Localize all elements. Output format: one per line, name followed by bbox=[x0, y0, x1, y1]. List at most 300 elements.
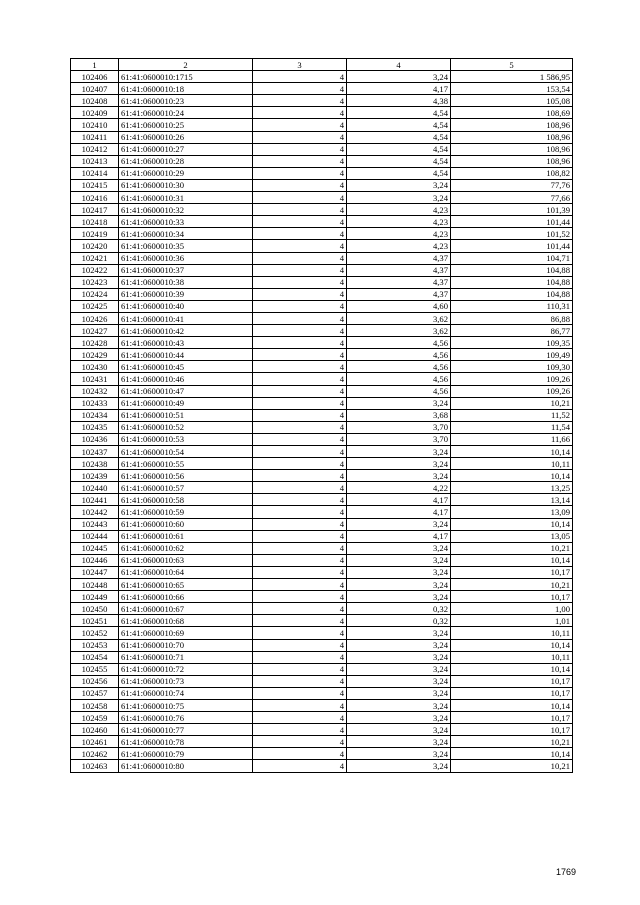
row-number-cell: 102457 bbox=[71, 687, 119, 699]
table-row bbox=[71, 651, 573, 663]
table-row bbox=[71, 131, 573, 143]
cadastral-number-cell: 61:41:0600010:62 bbox=[119, 542, 253, 554]
column-3-cell: 4 bbox=[253, 119, 347, 131]
column-3-cell: 4 bbox=[253, 192, 347, 204]
row-number-cell: 102453 bbox=[71, 639, 119, 651]
cadastral-number-cell: 61:41:0600010:77 bbox=[119, 724, 253, 736]
table-row bbox=[71, 216, 573, 228]
cadastral-number-cell: 61:41:0600010:67 bbox=[119, 603, 253, 615]
row-number-cell: 102425 bbox=[71, 300, 119, 312]
cadastral-number-cell: 61:41:0600010:24 bbox=[119, 107, 253, 119]
row-number-cell: 102438 bbox=[71, 458, 119, 470]
row-number-cell: 102428 bbox=[71, 337, 119, 349]
cadastral-number-cell: 61:41:0600010:56 bbox=[119, 470, 253, 482]
row-number-cell: 102411 bbox=[71, 131, 119, 143]
column-4-cell: 3,24 bbox=[347, 554, 451, 566]
row-number-cell: 102442 bbox=[71, 506, 119, 518]
column-3-cell: 4 bbox=[253, 240, 347, 252]
table-row bbox=[71, 615, 573, 627]
column-4-cell: 3,24 bbox=[347, 675, 451, 687]
row-number-cell: 102441 bbox=[71, 494, 119, 506]
cadastral-number-cell: 61:41:0600010:33 bbox=[119, 216, 253, 228]
table-header-row bbox=[71, 59, 573, 71]
cadastral-number-cell: 61:41:0600010:61 bbox=[119, 530, 253, 542]
table-row bbox=[71, 95, 573, 107]
cadastral-number-cell: 61:41:0600010:59 bbox=[119, 506, 253, 518]
column-3-cell: 4 bbox=[253, 470, 347, 482]
column-5-cell: 108,96 bbox=[451, 143, 573, 155]
column-5-cell: 77,66 bbox=[451, 192, 573, 204]
column-5-cell: 10,21 bbox=[451, 760, 573, 772]
column-4-cell: 3,24 bbox=[347, 736, 451, 748]
cadastral-number-cell: 61:41:0600010:64 bbox=[119, 566, 253, 578]
data-table bbox=[70, 58, 573, 773]
column-5-cell: 10,21 bbox=[451, 579, 573, 591]
table-row bbox=[71, 566, 573, 578]
column-5-cell: 10,14 bbox=[451, 446, 573, 458]
column-4-cell: 4,23 bbox=[347, 228, 451, 240]
column-3-cell: 4 bbox=[253, 506, 347, 518]
column-5-cell: 10,14 bbox=[451, 554, 573, 566]
cadastral-number-cell: 61:41:0600010:75 bbox=[119, 699, 253, 711]
column-3-cell: 4 bbox=[253, 530, 347, 542]
column-4-cell: 4,17 bbox=[347, 506, 451, 518]
cadastral-number-cell: 61:41:0600010:74 bbox=[119, 687, 253, 699]
table-row bbox=[71, 228, 573, 240]
table-row bbox=[71, 349, 573, 361]
cadastral-number-cell: 61:41:0600010:78 bbox=[119, 736, 253, 748]
column-5-cell: 10,17 bbox=[451, 566, 573, 578]
column-5-cell: 13,14 bbox=[451, 494, 573, 506]
row-number-cell: 102436 bbox=[71, 433, 119, 445]
column-5-cell: 10,21 bbox=[451, 397, 573, 409]
column-3-cell: 4 bbox=[253, 663, 347, 675]
row-number-cell: 102419 bbox=[71, 228, 119, 240]
table-row bbox=[71, 252, 573, 264]
table-row bbox=[71, 542, 573, 554]
table-row bbox=[71, 627, 573, 639]
column-3-cell: 4 bbox=[253, 337, 347, 349]
column-5-cell: 10,17 bbox=[451, 712, 573, 724]
column-4-cell: 4,17 bbox=[347, 530, 451, 542]
table-row bbox=[71, 724, 573, 736]
table-row bbox=[71, 264, 573, 276]
row-number-cell: 102409 bbox=[71, 107, 119, 119]
cadastral-number-cell: 61:41:0600010:58 bbox=[119, 494, 253, 506]
row-number-cell: 102446 bbox=[71, 554, 119, 566]
cadastral-number-cell: 61:41:0600010:32 bbox=[119, 204, 253, 216]
row-number-cell: 102462 bbox=[71, 748, 119, 760]
row-number-cell: 102407 bbox=[71, 83, 119, 95]
row-number-cell: 102431 bbox=[71, 373, 119, 385]
table-row bbox=[71, 470, 573, 482]
row-number-cell: 102430 bbox=[71, 361, 119, 373]
column-4-cell: 4,37 bbox=[347, 264, 451, 276]
table-row bbox=[71, 276, 573, 288]
column-3-cell: 4 bbox=[253, 312, 347, 324]
table-row bbox=[71, 748, 573, 760]
row-number-cell: 102437 bbox=[71, 446, 119, 458]
column-3-cell: 4 bbox=[253, 264, 347, 276]
table-row bbox=[71, 699, 573, 711]
column-4-cell: 4,56 bbox=[347, 349, 451, 361]
column-3-cell: 4 bbox=[253, 494, 347, 506]
cadastral-number-cell: 61:41:0600010:36 bbox=[119, 252, 253, 264]
column-4-cell: 4,17 bbox=[347, 83, 451, 95]
row-number-cell: 102423 bbox=[71, 276, 119, 288]
column-3-cell: 4 bbox=[253, 216, 347, 228]
column-4-cell: 3,24 bbox=[347, 651, 451, 663]
row-number-cell: 102458 bbox=[71, 699, 119, 711]
row-number-cell: 102440 bbox=[71, 482, 119, 494]
table-row bbox=[71, 687, 573, 699]
table-row bbox=[71, 179, 573, 191]
column-3-cell: 4 bbox=[253, 433, 347, 445]
row-number-cell: 102455 bbox=[71, 663, 119, 675]
table-row bbox=[71, 639, 573, 651]
row-number-cell: 102432 bbox=[71, 385, 119, 397]
column-3-cell: 4 bbox=[253, 361, 347, 373]
cadastral-number-cell: 61:41:0600010:80 bbox=[119, 760, 253, 772]
row-number-cell: 102434 bbox=[71, 409, 119, 421]
column-4-cell: 3,24 bbox=[347, 591, 451, 603]
table-row bbox=[71, 482, 573, 494]
column-4-cell: 4,23 bbox=[347, 204, 451, 216]
column-header-5: 5 bbox=[451, 59, 573, 71]
column-5-cell: 104,88 bbox=[451, 276, 573, 288]
column-4-cell: 4,54 bbox=[347, 119, 451, 131]
column-5-cell: 101,39 bbox=[451, 204, 573, 216]
column-4-cell: 3,24 bbox=[347, 192, 451, 204]
column-3-cell: 4 bbox=[253, 542, 347, 554]
row-number-cell: 102439 bbox=[71, 470, 119, 482]
column-3-cell: 4 bbox=[253, 143, 347, 155]
cadastral-number-cell: 61:41:0600010:30 bbox=[119, 179, 253, 191]
cadastral-number-cell: 61:41:0600010:34 bbox=[119, 228, 253, 240]
table-row bbox=[71, 736, 573, 748]
column-4-cell: 3,24 bbox=[347, 663, 451, 675]
column-5-cell: 10,14 bbox=[451, 699, 573, 711]
column-4-cell: 4,37 bbox=[347, 252, 451, 264]
row-number-cell: 102460 bbox=[71, 724, 119, 736]
column-4-cell: 4,22 bbox=[347, 482, 451, 494]
cadastral-number-cell: 61:41:0600010:71 bbox=[119, 651, 253, 663]
cadastral-number-cell: 61:41:0600010:70 bbox=[119, 639, 253, 651]
column-4-cell: 3,24 bbox=[347, 566, 451, 578]
table-row bbox=[71, 155, 573, 167]
column-5-cell: 1 586,95 bbox=[451, 71, 573, 83]
column-3-cell: 4 bbox=[253, 300, 347, 312]
table-row bbox=[71, 143, 573, 155]
column-3-cell: 4 bbox=[253, 276, 347, 288]
table-row bbox=[71, 579, 573, 591]
column-3-cell: 4 bbox=[253, 204, 347, 216]
row-number-cell: 102417 bbox=[71, 204, 119, 216]
column-5-cell: 104,88 bbox=[451, 264, 573, 276]
table-row bbox=[71, 494, 573, 506]
row-number-cell: 102445 bbox=[71, 542, 119, 554]
row-number-cell: 102424 bbox=[71, 288, 119, 300]
column-4-cell: 3,24 bbox=[347, 579, 451, 591]
column-4-cell: 4,56 bbox=[347, 361, 451, 373]
table-row bbox=[71, 458, 573, 470]
column-5-cell: 109,49 bbox=[451, 349, 573, 361]
column-4-cell: 4,37 bbox=[347, 288, 451, 300]
column-5-cell: 10,11 bbox=[451, 458, 573, 470]
row-number-cell: 102435 bbox=[71, 421, 119, 433]
table-row bbox=[71, 83, 573, 95]
table-row bbox=[71, 433, 573, 445]
table-row bbox=[71, 712, 573, 724]
column-3-cell: 4 bbox=[253, 699, 347, 711]
column-5-cell: 10,17 bbox=[451, 591, 573, 603]
column-3-cell: 4 bbox=[253, 591, 347, 603]
column-5-cell: 86,77 bbox=[451, 325, 573, 337]
column-5-cell: 108,69 bbox=[451, 107, 573, 119]
column-4-cell: 0,32 bbox=[347, 603, 451, 615]
cadastral-number-cell: 61:41:0600010:27 bbox=[119, 143, 253, 155]
cadastral-number-cell: 61:41:0600010:25 bbox=[119, 119, 253, 131]
cadastral-number-cell: 61:41:0600010:44 bbox=[119, 349, 253, 361]
column-3-cell: 4 bbox=[253, 155, 347, 167]
row-number-cell: 102422 bbox=[71, 264, 119, 276]
table-row bbox=[71, 119, 573, 131]
cadastral-number-cell: 61:41:0600010:38 bbox=[119, 276, 253, 288]
column-5-cell: 10,14 bbox=[451, 518, 573, 530]
column-5-cell: 1,00 bbox=[451, 603, 573, 615]
table-row bbox=[71, 373, 573, 385]
column-3-cell: 4 bbox=[253, 482, 347, 494]
column-3-cell: 4 bbox=[253, 421, 347, 433]
column-5-cell: 10,11 bbox=[451, 627, 573, 639]
column-4-cell: 3,62 bbox=[347, 312, 451, 324]
cadastral-number-cell: 61:41:0600010:18 bbox=[119, 83, 253, 95]
column-5-cell: 13,05 bbox=[451, 530, 573, 542]
column-3-cell: 4 bbox=[253, 736, 347, 748]
row-number-cell: 102415 bbox=[71, 179, 119, 191]
column-3-cell: 4 bbox=[253, 131, 347, 143]
column-3-cell: 4 bbox=[253, 325, 347, 337]
column-5-cell: 105,08 bbox=[451, 95, 573, 107]
row-number-cell: 102420 bbox=[71, 240, 119, 252]
table-row bbox=[71, 312, 573, 324]
column-3-cell: 4 bbox=[253, 518, 347, 530]
column-3-cell: 4 bbox=[253, 107, 347, 119]
table-row bbox=[71, 603, 573, 615]
row-number-cell: 102429 bbox=[71, 349, 119, 361]
column-3-cell: 4 bbox=[253, 748, 347, 760]
column-5-cell: 110,31 bbox=[451, 300, 573, 312]
column-3-cell: 4 bbox=[253, 458, 347, 470]
row-number-cell: 102408 bbox=[71, 95, 119, 107]
column-4-cell: 3,24 bbox=[347, 687, 451, 699]
column-3-cell: 4 bbox=[253, 712, 347, 724]
column-3-cell: 4 bbox=[253, 288, 347, 300]
cadastral-number-cell: 61:41:0600010:72 bbox=[119, 663, 253, 675]
column-4-cell: 3,70 bbox=[347, 433, 451, 445]
column-3-cell: 4 bbox=[253, 95, 347, 107]
row-number-cell: 102456 bbox=[71, 675, 119, 687]
cadastral-number-cell: 61:41:0600010:1715 bbox=[119, 71, 253, 83]
column-3-cell: 4 bbox=[253, 71, 347, 83]
cadastral-number-cell: 61:41:0600010:42 bbox=[119, 325, 253, 337]
column-5-cell: 10,14 bbox=[451, 639, 573, 651]
column-4-cell: 4,23 bbox=[347, 216, 451, 228]
column-4-cell: 0,32 bbox=[347, 615, 451, 627]
row-number-cell: 102418 bbox=[71, 216, 119, 228]
table-row bbox=[71, 446, 573, 458]
row-number-cell: 102449 bbox=[71, 591, 119, 603]
cadastral-number-cell: 61:41:0600010:55 bbox=[119, 458, 253, 470]
column-3-cell: 4 bbox=[253, 627, 347, 639]
table-row bbox=[71, 663, 573, 675]
column-4-cell: 4,56 bbox=[347, 385, 451, 397]
row-number-cell: 102421 bbox=[71, 252, 119, 264]
cadastral-number-cell: 61:41:0600010:43 bbox=[119, 337, 253, 349]
column-5-cell: 77,76 bbox=[451, 179, 573, 191]
row-number-cell: 102443 bbox=[71, 518, 119, 530]
row-number-cell: 102448 bbox=[71, 579, 119, 591]
column-4-cell: 3,24 bbox=[347, 699, 451, 711]
column-header-4: 4 bbox=[347, 59, 451, 71]
cadastral-number-cell: 61:41:0600010:47 bbox=[119, 385, 253, 397]
column-4-cell: 4,38 bbox=[347, 95, 451, 107]
column-3-cell: 4 bbox=[253, 760, 347, 772]
column-4-cell: 3,24 bbox=[347, 518, 451, 530]
row-number-cell: 102427 bbox=[71, 325, 119, 337]
column-3-cell: 4 bbox=[253, 446, 347, 458]
table-row bbox=[71, 675, 573, 687]
cadastral-number-cell: 61:41:0600010:51 bbox=[119, 409, 253, 421]
column-5-cell: 10,14 bbox=[451, 470, 573, 482]
column-5-cell: 86,88 bbox=[451, 312, 573, 324]
column-4-cell: 4,54 bbox=[347, 155, 451, 167]
table-row bbox=[71, 530, 573, 542]
cadastral-number-cell: 61:41:0600010:52 bbox=[119, 421, 253, 433]
table-row bbox=[71, 192, 573, 204]
table-row bbox=[71, 167, 573, 179]
column-5-cell: 10,14 bbox=[451, 663, 573, 675]
column-4-cell: 3,24 bbox=[347, 446, 451, 458]
cadastral-number-cell: 61:41:0600010:73 bbox=[119, 675, 253, 687]
table-row bbox=[71, 554, 573, 566]
column-3-cell: 4 bbox=[253, 554, 347, 566]
cadastral-number-cell: 61:41:0600010:37 bbox=[119, 264, 253, 276]
column-5-cell: 13,25 bbox=[451, 482, 573, 494]
table-row bbox=[71, 288, 573, 300]
row-number-cell: 102447 bbox=[71, 566, 119, 578]
column-5-cell: 109,26 bbox=[451, 373, 573, 385]
column-3-cell: 4 bbox=[253, 603, 347, 615]
column-5-cell: 109,35 bbox=[451, 337, 573, 349]
row-number-cell: 102426 bbox=[71, 312, 119, 324]
cadastral-number-cell: 61:41:0600010:26 bbox=[119, 131, 253, 143]
column-3-cell: 4 bbox=[253, 409, 347, 421]
column-4-cell: 4,54 bbox=[347, 107, 451, 119]
column-4-cell: 4,56 bbox=[347, 337, 451, 349]
column-5-cell: 11,54 bbox=[451, 421, 573, 433]
cadastral-number-cell: 61:41:0600010:60 bbox=[119, 518, 253, 530]
column-5-cell: 10,21 bbox=[451, 542, 573, 554]
column-3-cell: 4 bbox=[253, 349, 347, 361]
cadastral-number-cell: 61:41:0600010:39 bbox=[119, 288, 253, 300]
column-4-cell: 3,24 bbox=[347, 179, 451, 191]
column-3-cell: 4 bbox=[253, 385, 347, 397]
cadastral-number-cell: 61:41:0600010:79 bbox=[119, 748, 253, 760]
cadastral-number-cell: 61:41:0600010:54 bbox=[119, 446, 253, 458]
column-5-cell: 1,01 bbox=[451, 615, 573, 627]
column-5-cell: 10,17 bbox=[451, 675, 573, 687]
row-number-cell: 102412 bbox=[71, 143, 119, 155]
cadastral-number-cell: 61:41:0600010:57 bbox=[119, 482, 253, 494]
row-number-cell: 102461 bbox=[71, 736, 119, 748]
cadastral-number-cell: 61:41:0600010:65 bbox=[119, 579, 253, 591]
row-number-cell: 102454 bbox=[71, 651, 119, 663]
column-4-cell: 3,24 bbox=[347, 748, 451, 760]
column-3-cell: 4 bbox=[253, 675, 347, 687]
column-4-cell: 4,17 bbox=[347, 494, 451, 506]
column-4-cell: 3,24 bbox=[347, 639, 451, 651]
table-row bbox=[71, 361, 573, 373]
row-number-cell: 102416 bbox=[71, 192, 119, 204]
column-5-cell: 108,82 bbox=[451, 167, 573, 179]
column-5-cell: 101,52 bbox=[451, 228, 573, 240]
column-5-cell: 11,52 bbox=[451, 409, 573, 421]
column-5-cell: 153,54 bbox=[451, 83, 573, 95]
column-5-cell: 104,71 bbox=[451, 252, 573, 264]
column-4-cell: 4,54 bbox=[347, 167, 451, 179]
cadastral-number-cell: 61:41:0600010:41 bbox=[119, 312, 253, 324]
table-row bbox=[71, 71, 573, 83]
column-5-cell: 101,44 bbox=[451, 216, 573, 228]
column-5-cell: 10,17 bbox=[451, 687, 573, 699]
column-5-cell: 10,14 bbox=[451, 748, 573, 760]
column-4-cell: 3,70 bbox=[347, 421, 451, 433]
column-3-cell: 4 bbox=[253, 167, 347, 179]
cadastral-number-cell: 61:41:0600010:53 bbox=[119, 433, 253, 445]
column-4-cell: 3,24 bbox=[347, 724, 451, 736]
column-4-cell: 3,24 bbox=[347, 470, 451, 482]
column-3-cell: 4 bbox=[253, 179, 347, 191]
row-number-cell: 102459 bbox=[71, 712, 119, 724]
cadastral-number-cell: 61:41:0600010:46 bbox=[119, 373, 253, 385]
table-body bbox=[71, 59, 573, 773]
column-3-cell: 4 bbox=[253, 373, 347, 385]
cadastral-number-cell: 61:41:0600010:66 bbox=[119, 591, 253, 603]
table-row bbox=[71, 204, 573, 216]
column-3-cell: 4 bbox=[253, 566, 347, 578]
cadastral-number-cell: 61:41:0600010:68 bbox=[119, 615, 253, 627]
table-row bbox=[71, 300, 573, 312]
table-row bbox=[71, 107, 573, 119]
column-3-cell: 4 bbox=[253, 397, 347, 409]
column-3-cell: 4 bbox=[253, 615, 347, 627]
table-row bbox=[71, 325, 573, 337]
column-5-cell: 13,09 bbox=[451, 506, 573, 518]
column-5-cell: 108,96 bbox=[451, 131, 573, 143]
column-4-cell: 3,24 bbox=[347, 627, 451, 639]
table-row bbox=[71, 506, 573, 518]
column-4-cell: 3,24 bbox=[347, 542, 451, 554]
column-5-cell: 109,26 bbox=[451, 385, 573, 397]
column-4-cell: 3,62 bbox=[347, 325, 451, 337]
column-5-cell: 108,96 bbox=[451, 119, 573, 131]
row-number-cell: 102410 bbox=[71, 119, 119, 131]
cadastral-number-cell: 61:41:0600010:49 bbox=[119, 397, 253, 409]
column-3-cell: 4 bbox=[253, 724, 347, 736]
row-number-cell: 102444 bbox=[71, 530, 119, 542]
column-3-cell: 4 bbox=[253, 687, 347, 699]
